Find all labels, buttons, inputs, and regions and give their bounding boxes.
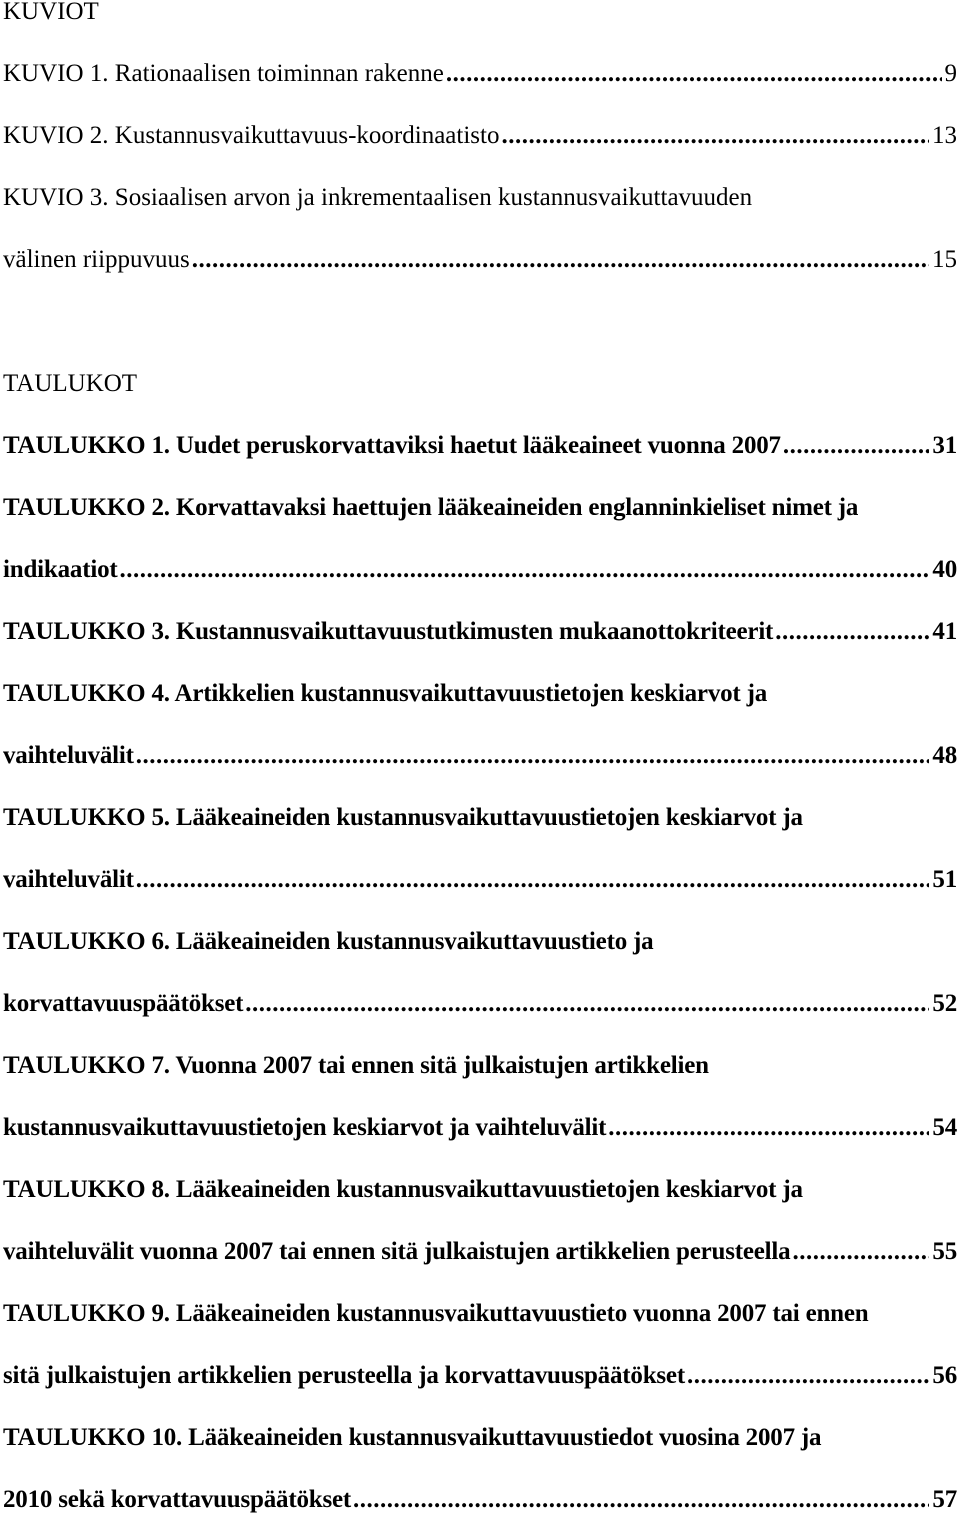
toc-entry-table-10-line1[interactable]: TAULUKKO 10. Lääkeaineiden kustannusvaikuttavuustiedot vuosina 2007 ja [3, 1424, 822, 1451]
toc-entry-table-1[interactable]: TAULUKKO 1. Uudet peruskorvattaviksi haetut lääkeaineet vuonna 2007 ..... 31 [3, 431, 957, 461]
figures-heading: KUVIOT [3, 0, 99, 25]
toc-entry-table-2-line2[interactable]: indikaatiot ..... 40 [3, 555, 957, 585]
toc-entry-table-3[interactable]: TAULUKKO 3. Kustannusvaikuttavuustutkimusten mukaanottokriteerit ..... 41 [3, 617, 957, 647]
toc-entry-table-4-line1[interactable]: TAULUKKO 4. Artikkelien kustannusvaikuttavuustietojen keskiarvot ja [3, 680, 768, 707]
toc-entry-table-9-line2[interactable]: sitä julkaistujen artikkelien perusteella ja korvattavuuspäätökset ..... 56 [3, 1361, 957, 1391]
toc-entry-table-8-line2[interactable]: vaihteluvälit vuonna 2007 tai ennen sitä julkaistujen artikkelien perusteella ..... 55 [3, 1237, 957, 1267]
toc-entry-table-6-line2[interactable]: korvattavuuspäätökset ..... 52 [3, 989, 957, 1019]
toc-entry-table-7-line1[interactable]: TAULUKKO 7. Vuonna 2007 tai ennen sitä julkaistujen artikkelien [3, 1052, 709, 1079]
toc-entry-table-5-line1[interactable]: TAULUKKO 5. Lääkeaineiden kustannusvaikuttavuustietojen keskiarvot ja [3, 804, 803, 831]
toc-entry-table-2-line1[interactable]: TAULUKKO 2. Korvattavaksi haettujen lääkeaineiden englanninkieliset nimet ja [3, 494, 859, 521]
toc-entry-figure-3-line2[interactable]: välinen riippuvuus ..... 15 [3, 245, 957, 275]
toc-entry-table-5-line2[interactable]: vaihteluvälit ..... 51 [3, 865, 957, 895]
toc-entry-table-6-line1[interactable]: TAULUKKO 6. Lääkeaineiden kustannusvaikuttavuustieto ja [3, 928, 654, 955]
toc-entry-figure-1[interactable]: KUVIO 1. Rationaalisen toiminnan rakenne ..... 9 [3, 59, 957, 89]
toc-entry-table-10-line2[interactable]: 2010 sekä korvattavuuspäätökset ..... 57 [3, 1485, 957, 1515]
toc-entry-table-4-line2[interactable]: vaihteluvälit ..... 48 [3, 741, 957, 771]
toc-entry-figure-3-line1[interactable]: KUVIO 3. Sosiaalisen arvon ja inkrementaalisen kustannusvaikuttavuuden [3, 184, 753, 211]
toc-entry-table-8-line1[interactable]: TAULUKKO 8. Lääkeaineiden kustannusvaikuttavuustietojen keskiarvot ja [3, 1176, 803, 1203]
toc-entry-table-7-line2[interactable]: kustannusvaikuttavuustietojen keskiarvot ja vaihteluvälit ..... 54 [3, 1113, 957, 1143]
tables-heading: TAULUKOT [3, 370, 138, 397]
toc-entry-table-9-line1[interactable]: TAULUKKO 9. Lääkeaineiden kustannusvaikuttavuustieto vuonna 2007 tai ennen [3, 1300, 869, 1327]
toc-entry-figure-2[interactable]: KUVIO 2. Kustannusvaikuttavuus-koordinaatisto ..... 13 [3, 121, 957, 151]
